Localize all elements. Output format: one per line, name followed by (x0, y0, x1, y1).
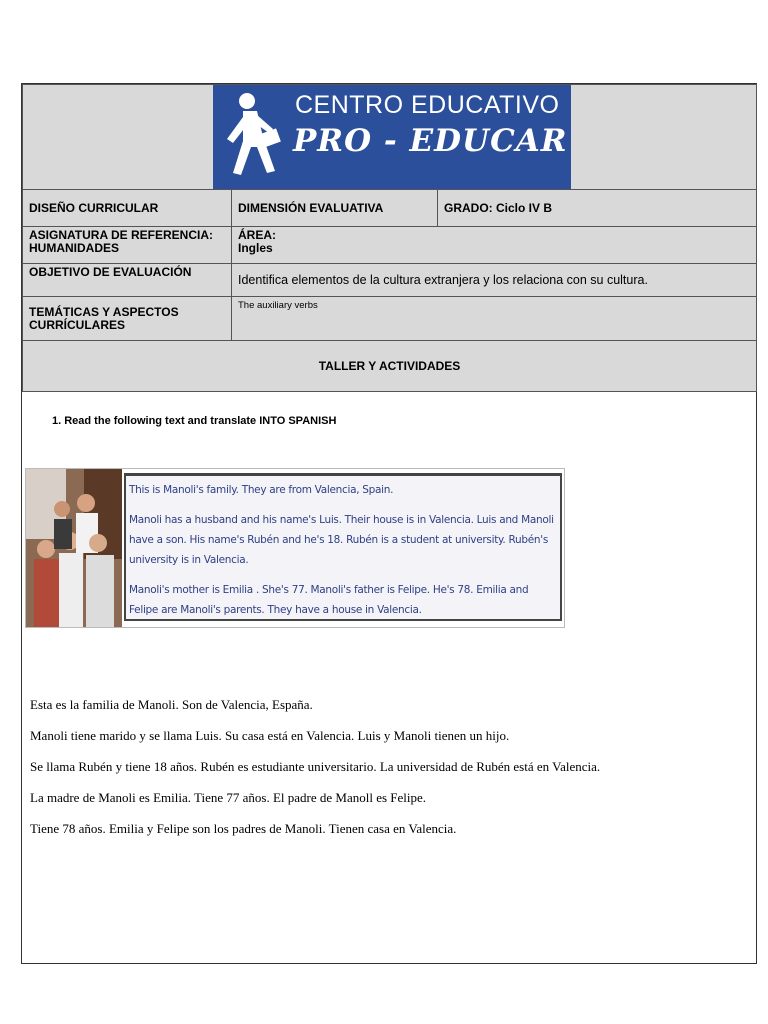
family-photo (26, 469, 122, 627)
topics-value-cell: The auxiliary verbs (232, 297, 757, 341)
logo-line1: CENTRO EDUCATIVO (295, 91, 560, 119)
objective-value-cell: Identifica elementos de la cultura extranjera y los relaciona con su cultura. (232, 264, 757, 297)
curricular-design-cell: DISEÑO CURRICULAR (23, 190, 232, 227)
workshop-title-cell: TALLER Y ACTIVIDADES (23, 341, 757, 392)
topics-label-cell: TEMÁTICAS Y ASPECTOS CURRÍCULARES (23, 297, 232, 341)
evaluative-dimension-cell: DIMENSIÓN EVALUATIVA (232, 190, 438, 227)
area-cell (232, 227, 757, 264)
translation-line: Tiene 78 años. Emilia y Felipe son los padres de Manoli. Tienen casa en Valencia. (30, 821, 457, 836)
translation-line: Se llama Rubén y tiene 18 años. Rubén es estudiante universitario. La universidad de Rubén está en Valencia. (30, 759, 601, 774)
instruction: 1. Read the following text and translate INTO SPANISH (52, 415, 337, 427)
logo-row (23, 85, 757, 190)
grade-cell: GRADO: Ciclo IV B (438, 190, 757, 227)
school-logo (213, 85, 571, 189)
subject-cell: ASIGNATURA DE REFERENCIA: HUMANIDADES (23, 227, 232, 264)
english-paragraph: Manoli has a husband and his name's Luis. Their house is in Valencia. Luis and Manoli have a son. His name's Rubén and he's 18. Rubén is a student at university. Rubén's university is in Valencia. (129, 514, 554, 566)
english-paragraph: This is Manoli's family. They are from Valencia, Spain. (129, 484, 394, 496)
english-paragraph: Manoli's mother is Emilia . She's 77. Manoli's father is Felipe. He's 78. Emilia and Felipe are Manoli's parents. They have a house in Valencia. (129, 584, 529, 616)
translation-line: Esta es la familia de Manoli. Son de Valencia, España. (30, 697, 313, 712)
worksheet (21, 83, 757, 964)
translation-line: Manoli tiene marido y se llama Luis. Su casa está en Valencia. Luis y Manoli tienen un hijo. (30, 728, 510, 743)
student-figure-icon (217, 91, 289, 185)
translation-line: La madre de Manoli es Emilia. Tiene 77 años. El padre de Manoll es Felipe. (30, 790, 427, 805)
spanish-translation (30, 689, 750, 844)
english-text-box (124, 473, 562, 621)
area-label: ÁREA: (238, 228, 276, 242)
logo-line2: PRO - EDUCAR (293, 123, 568, 159)
area-value: Ingles (238, 241, 273, 255)
reading-figure (25, 468, 565, 628)
header-table (22, 84, 757, 392)
objective-label-cell: OBJETIVO DE EVALUACIÓN (23, 264, 232, 297)
